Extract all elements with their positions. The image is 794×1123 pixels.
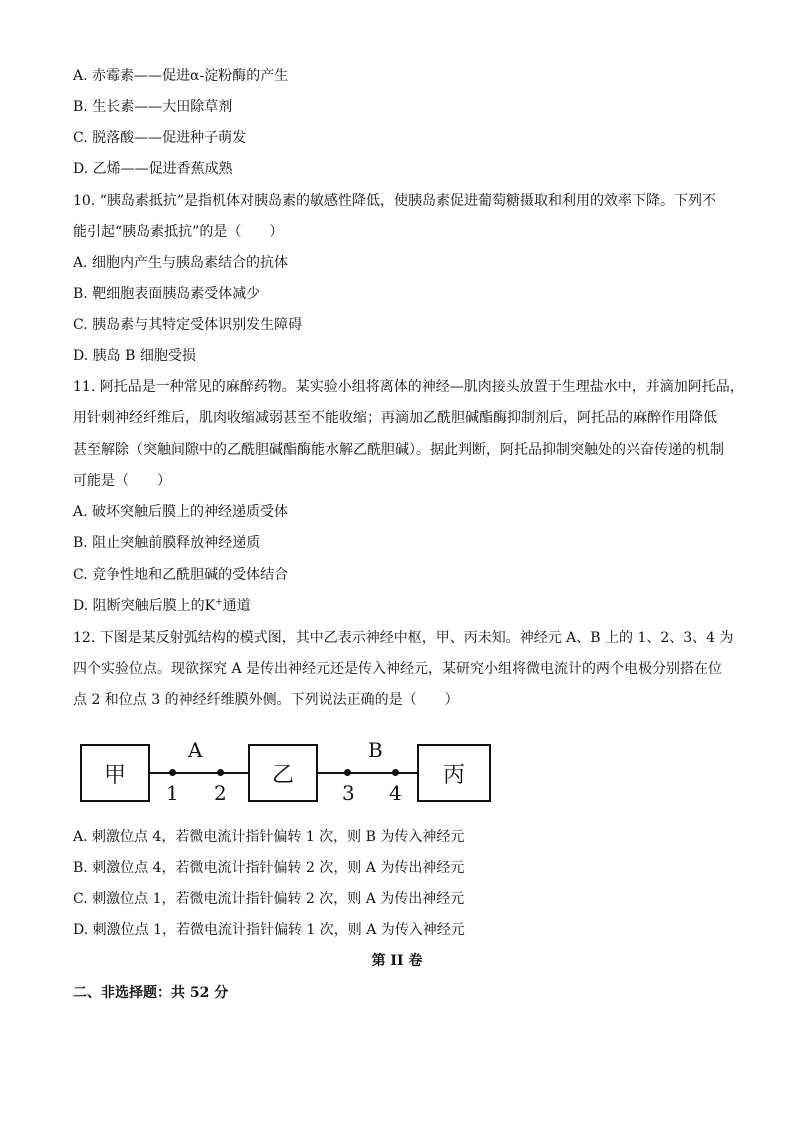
q12-stem-line-1: 12. 下图是某反射弧结构的模式图，其中乙表示神经中枢，甲、丙未知。神经元 A、B 上的 1、2、3、4 为 [73,630,734,646]
q11-option-a: A. 破坏突触后膜上的神经递质受体 [73,504,289,520]
q9-option-a: A. 赤霉素——促进α-淀粉酶的产生 [73,68,289,84]
q9-option-b: B. 生长素——大田除草剂 [73,99,233,115]
q11-option-d-superscript: + [215,597,223,608]
q12-option-a: A. 刺激位点 4，若微电流计指针偏转 1 次，则 B 为传入神经元 [73,829,465,845]
box-yi: 乙 [248,744,318,802]
box-bing: 丙 [417,744,491,802]
q11-option-d [73,596,251,616]
point-3-dot [344,769,351,776]
q9-option-d: D. 乙烯——促进香蕉成熟 [73,161,233,177]
q10-option-b: B. 靶细胞表面胰岛素受体减少 [73,286,261,302]
q11-stem-line-2: 用针刺神经纤维后，肌肉收缩减弱甚至不能收缩；再滴加乙酰胆碱酯酶抑制剂后，阿托品的麻醉作用降低 [73,410,717,426]
point-3-label: 3 [342,781,355,805]
q10-option-d: D. 胰岛 B 细胞受损 [73,348,196,364]
q11-stem-line-1: 11. 阿托品是一种常见的麻醉药物。某实验小组将离体的神经—肌肉接头放置于生理盐水中，并滴加阿托品， [73,379,744,395]
q12-stem-line-2: 四个实验位点。现欲探究 A 是传出神经元还是传入神经元，某研究小组将微电流计的两个电极分别搭在位 [73,661,723,677]
neuron-a-fiber [150,772,250,774]
section-heading: 二、非选择题：共 52 分 [73,985,229,1001]
box-jia: 甲 [80,744,150,802]
point-2-label: 2 [214,781,227,805]
point-1-dot [169,769,176,776]
point-4-label: 4 [389,781,402,805]
point-4-dot [392,769,399,776]
q12-option-b: B. 刺激位点 4，若微电流计指针偏转 2 次，则 A 为传出神经元 [73,860,465,876]
neuron-b-label: B [368,738,383,762]
q11-option-b: B. 阻止突触前膜释放神经递质 [73,535,261,551]
q12-stem-line-3: 点 2 和位点 3 的神经纤维膜外侧。下列说法正确的是（ ） [73,692,459,708]
q10-stem-line-1: 10. “胰岛素抵抗”是指机体对胰岛素的敏感性降低，使胰岛素促进葡萄糖摄取和利用的效率下降。下列不 [73,193,717,209]
q12-option-d: D. 刺激位点 1，若微电流计指针偏转 1 次，则 A 为传入神经元 [73,922,465,938]
q9-option-c: C. 脱落酸——促进种子萌发 [73,130,247,146]
q10-stem-line-2: 能引起“胰岛素抵抗”的是（ ） [73,224,284,240]
q11-option-d-text: D. 阻断突触后膜上的K [73,598,216,614]
neuron-b-fiber [318,772,418,774]
q11-stem-line-4: 可能是（ ） [73,473,171,489]
q10-option-a: A. 细胞内产生与胰岛素结合的抗体 [73,255,289,271]
neuron-a-label: A [188,738,203,762]
point-1-label: 1 [166,781,179,805]
q11-stem-line-3: 甚至解除（突触间隙中的乙酰胆碱酯酶能水解乙酰胆碱）。据此判断，阿托品抑制突触处的兴奋传递的机制 [73,442,724,458]
q11-option-c: C. 竞争性地和乙酰胆碱的受体结合 [73,567,289,583]
point-2-dot [217,769,224,776]
q11-option-d-tail: 通道 [222,598,251,614]
q12-option-c: C. 刺激位点 1，若微电流计指针偏转 2 次，则 A 为传出神经元 [73,891,465,907]
reflex-arc-diagram [80,735,492,810]
volume-ii-title: 第 II 卷 [371,953,423,969]
q10-option-c: C. 胰岛素与其特定受体识别发生障碍 [73,317,303,333]
